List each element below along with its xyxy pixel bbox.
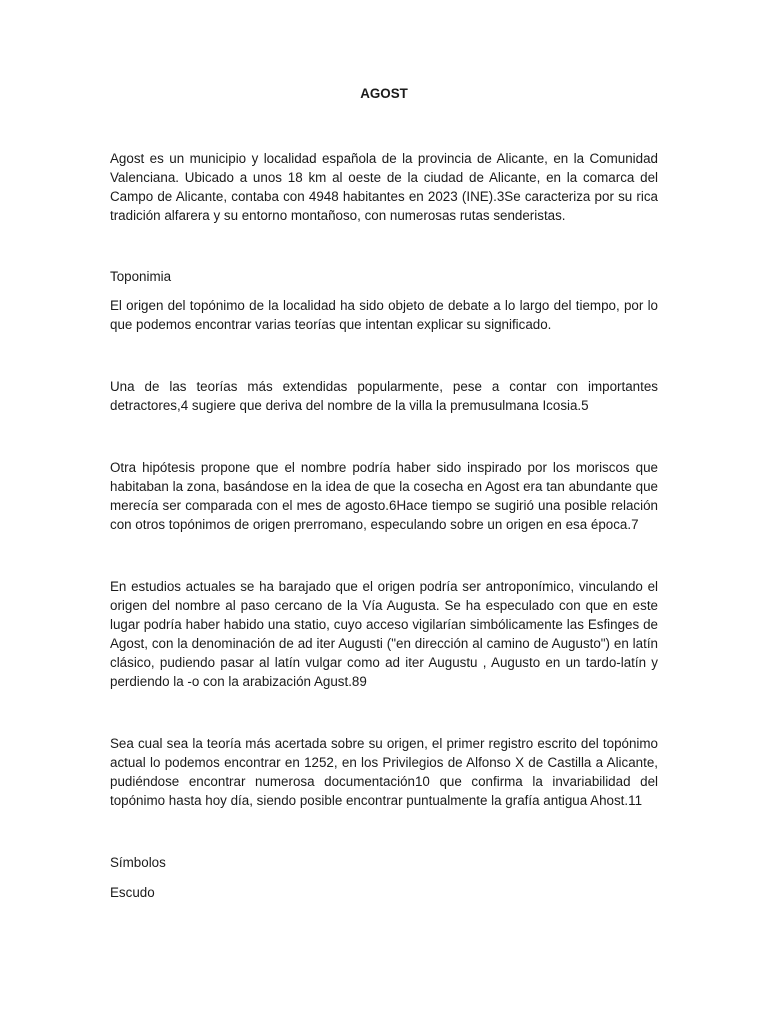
toponimia-paragraph-1: El origen del topónimo de la localidad ha sido objeto de debate a lo largo del tiempo, por lo que podemos encontrar varias teorías que intentan explicar su significado.: [110, 298, 658, 332]
intro-paragraph: Agost es un municipio y localidad española de la provincia de Alicante, en la Comunidad Valenciana. Ubicado a unos 18 km al oeste de la ciudad de Alicante, en la comarca del Campo de Alicante, contaba con 4948 habitantes en 2023 (INE).3Se caracteriza por su rica tradición alfarera y su entorno montañoso, con numerosas rutas senderistas.: [110, 151, 658, 223]
document-page: [110, 84, 658, 902]
section-heading-simbolos: Símbolos: [110, 855, 166, 870]
toponimia-paragraph-4: En estudios actuales se ha barajado que el origen podría ser antroponímico, vinculando el origen del nombre al paso cercano de la Vía Augusta. Se ha especulado con que en este lugar podría haber habido una statio, cuyo acceso vigilarían simbólicamente las Esfinges de Agost, con la denominación de ad iter Augusti ("en dirección al camino de Augusto") en latín clásico, pudiendo pasar al latín vulgar como ad iter Augustu , Augusto en un tardo-latín y perdiendo la -o con la arabización Agust.89: [110, 579, 658, 689]
toponimia-paragraph-3: Otra hipótesis propone que el nombre podría haber sido inspirado por los moriscos que habitaban la zona, basándose en la idea de que la cosecha en Agost era tan abundante que merecía ser comparada con el mes de agosto.6Hace tiempo se sugirió una posible relación con otros topónimos de origen prerromano, especulando sobre un origen en esa época.7: [110, 460, 658, 532]
section-heading-toponimia: Toponimia: [110, 269, 172, 284]
section-heading-escudo: Escudo: [110, 885, 155, 900]
toponimia-paragraph-2: Una de las teorías más extendidas popularmente, pese a contar con importantes detractores,4 sugiere que deriva del nombre de la villa la premusulmana Icosia.5: [110, 379, 658, 413]
document-title: AGOST: [360, 86, 408, 101]
toponimia-paragraph-5: Sea cual sea la teoría más acertada sobre su origen, el primer registro escrito del topónimo actual lo podemos encontrar en 1252, en los Privilegios de Alfonso X de Castilla a Alicante, pudiéndose encontrar numerosa documentación10 que confirma la invariabilidad del topónimo hasta hoy día, siendo posible encontrar puntualmente la grafía antigua Ahost.11: [110, 736, 658, 808]
